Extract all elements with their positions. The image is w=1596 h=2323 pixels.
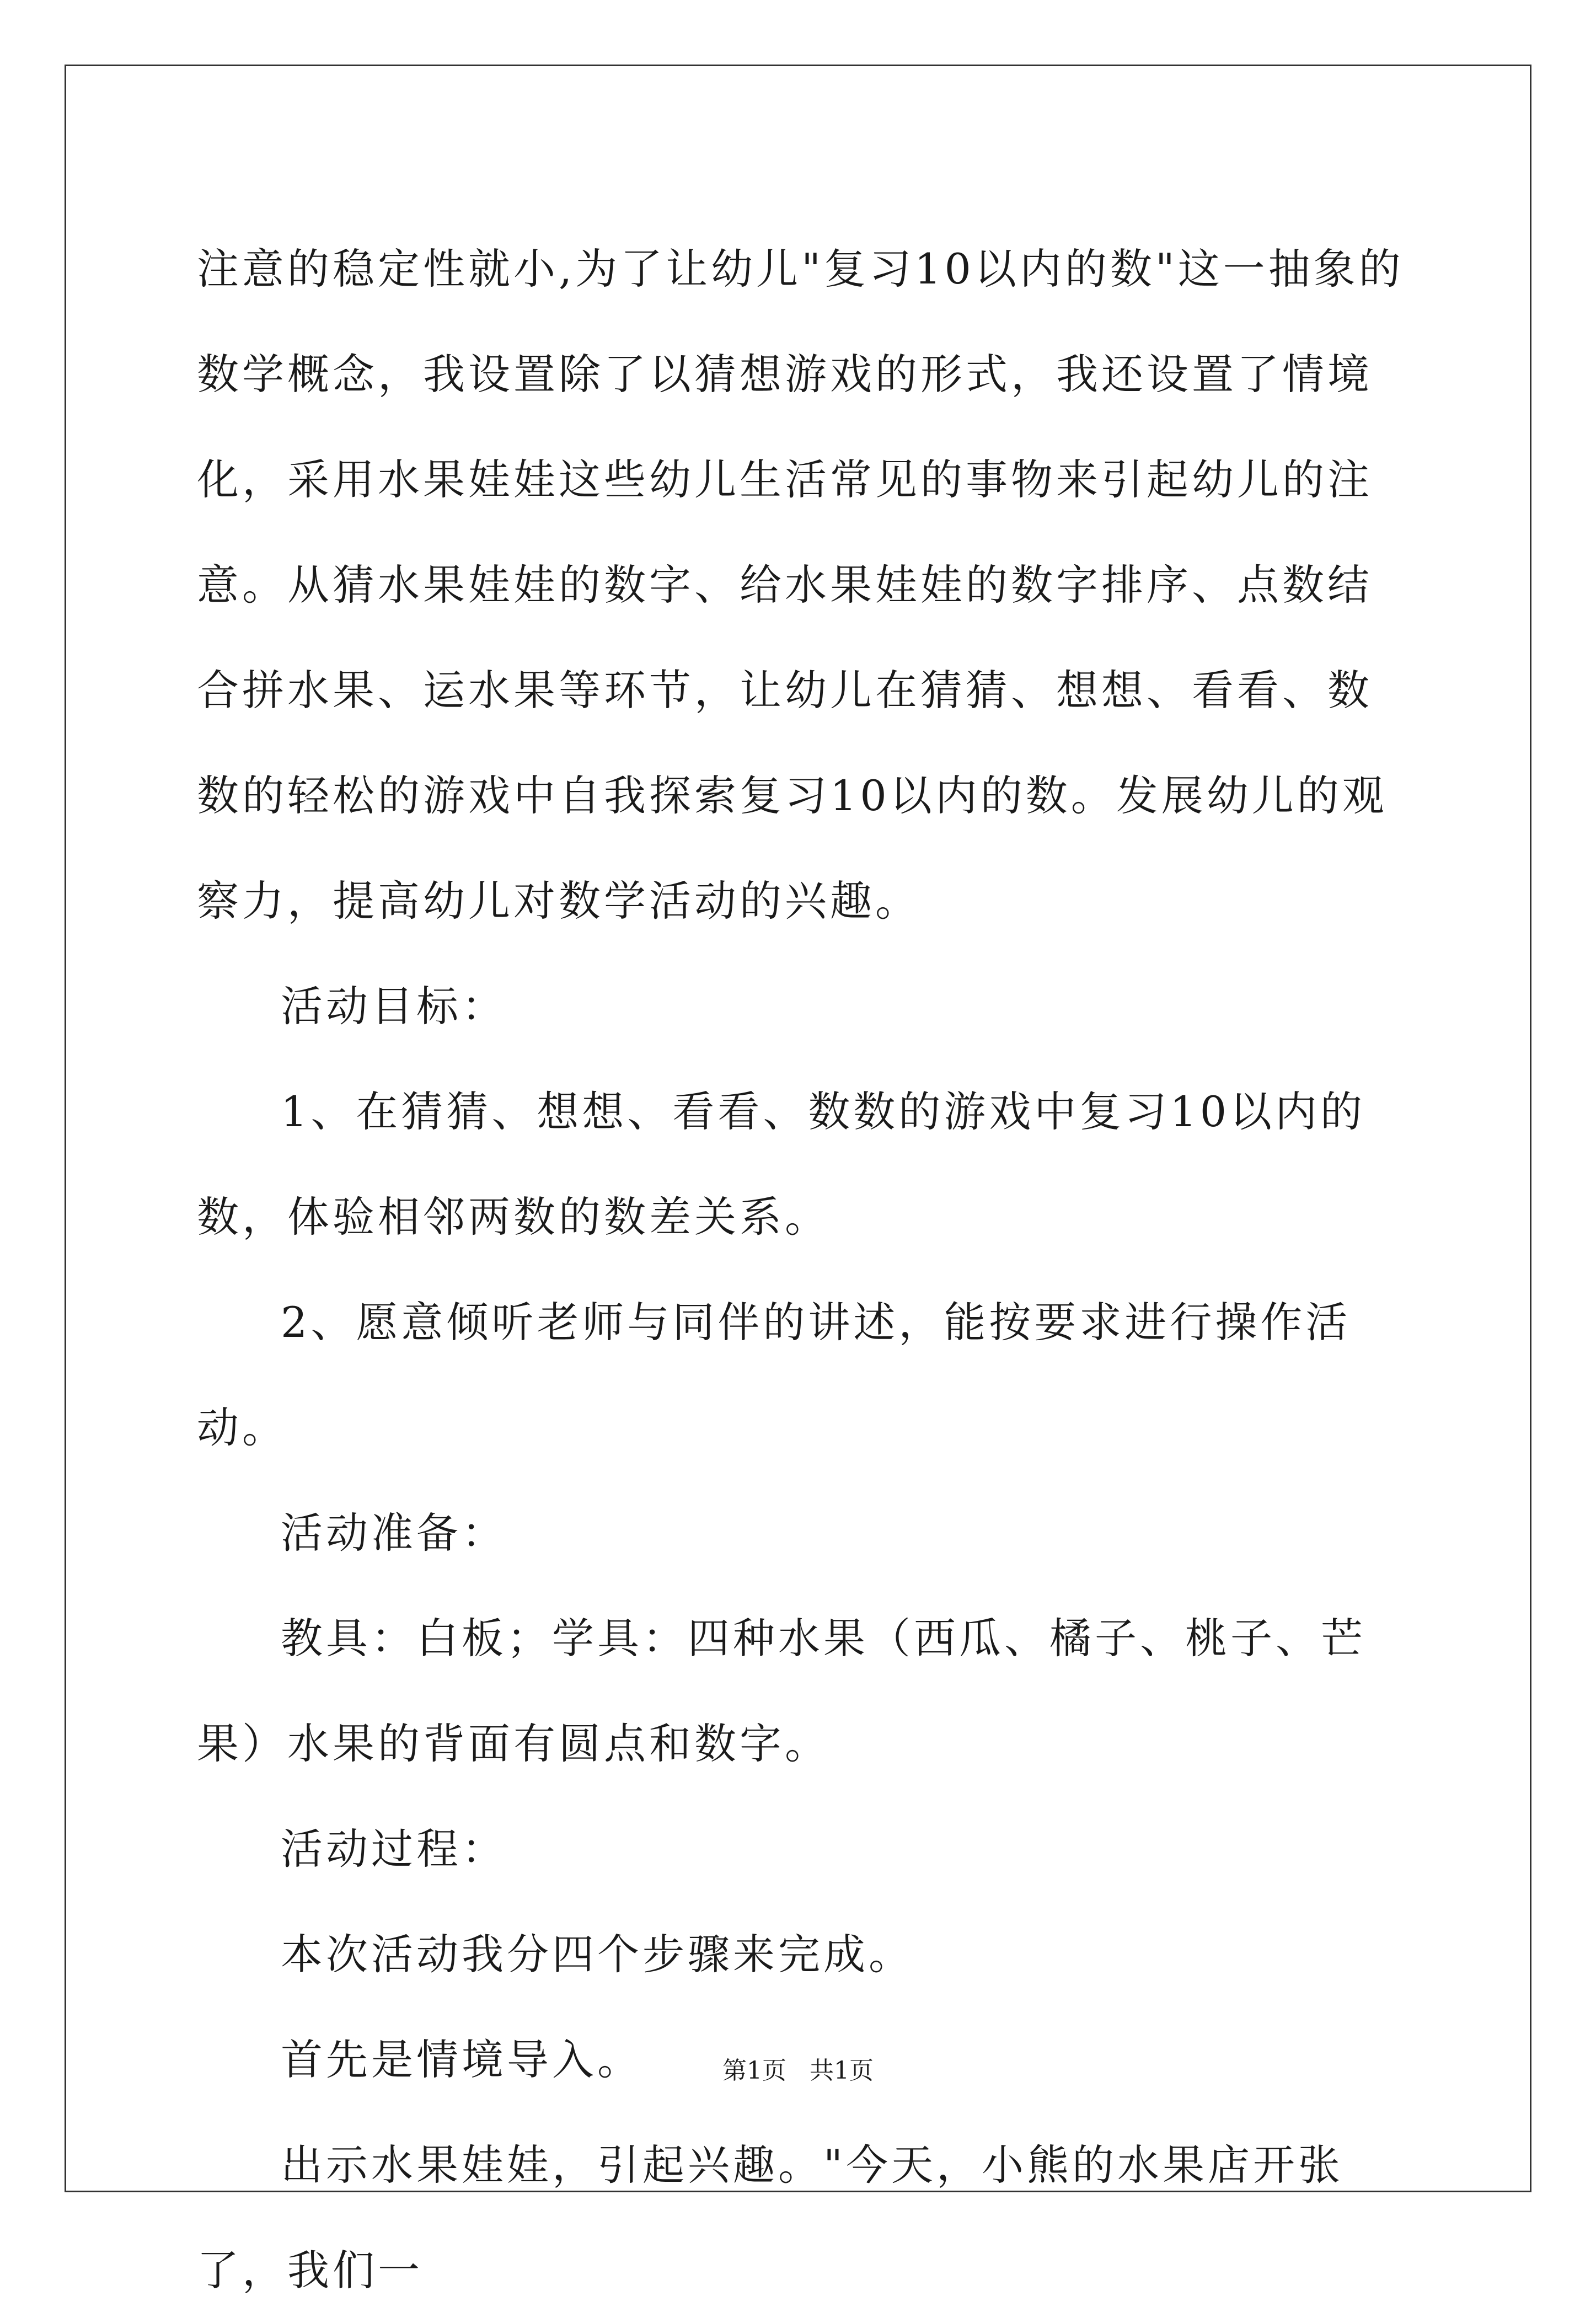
paragraph: 2、愿意倾听老师与同伴的讲述，能按要求进行操作活动。 [197, 1298, 1351, 1452]
paragraph: 1、在猜猜、想想、看看、数数的游戏中复习10以内的数，体验相邻两数的数差关系。 [197, 1087, 1366, 1241]
document-body [197, 216, 1410, 2323]
paragraph: 教具：白板；学具：四种水果（西瓜、橘子、桃子、芒果）水果的背面有圆点和数字。 [197, 1614, 1366, 1768]
page-number: 第1页 [722, 2057, 786, 2085]
page-footer [0, 2054, 1596, 2088]
paragraph: 注意的稳定性就小,为了让幼儿"复习10以内的数"这一抽象的数学概念，我设置除了以猜想游戏的形式，我还设置了情境化，采用水果娃娃这些幼儿生活常见的事物来引起幼儿的注意。从猜水果娃娃的数字、给水果娃娃的数字排序、点数结合拼水果、运水果等环节，让幼儿在猜猜、想想、看看、数数的轻松的游戏中自我探索复习10以内的数。发展幼儿的观察力，提高幼儿对数学活动的兴趣。 [197, 244, 1404, 925]
paragraph: 出示水果娃娃，引起兴趣。"今天，小熊的水果店开张了，我们一 [197, 2140, 1343, 2295]
page-total: 共1页 [810, 2057, 874, 2085]
paragraph: 首先是情境导入。 [281, 2035, 642, 2084]
section-heading: 活动准备： [281, 1508, 507, 1557]
section-heading: 活动目标： [281, 982, 507, 1031]
section-heading: 活动过程： [281, 1824, 507, 1874]
paragraph: 本次活动我分四个步骤来完成。 [281, 1930, 914, 1979]
